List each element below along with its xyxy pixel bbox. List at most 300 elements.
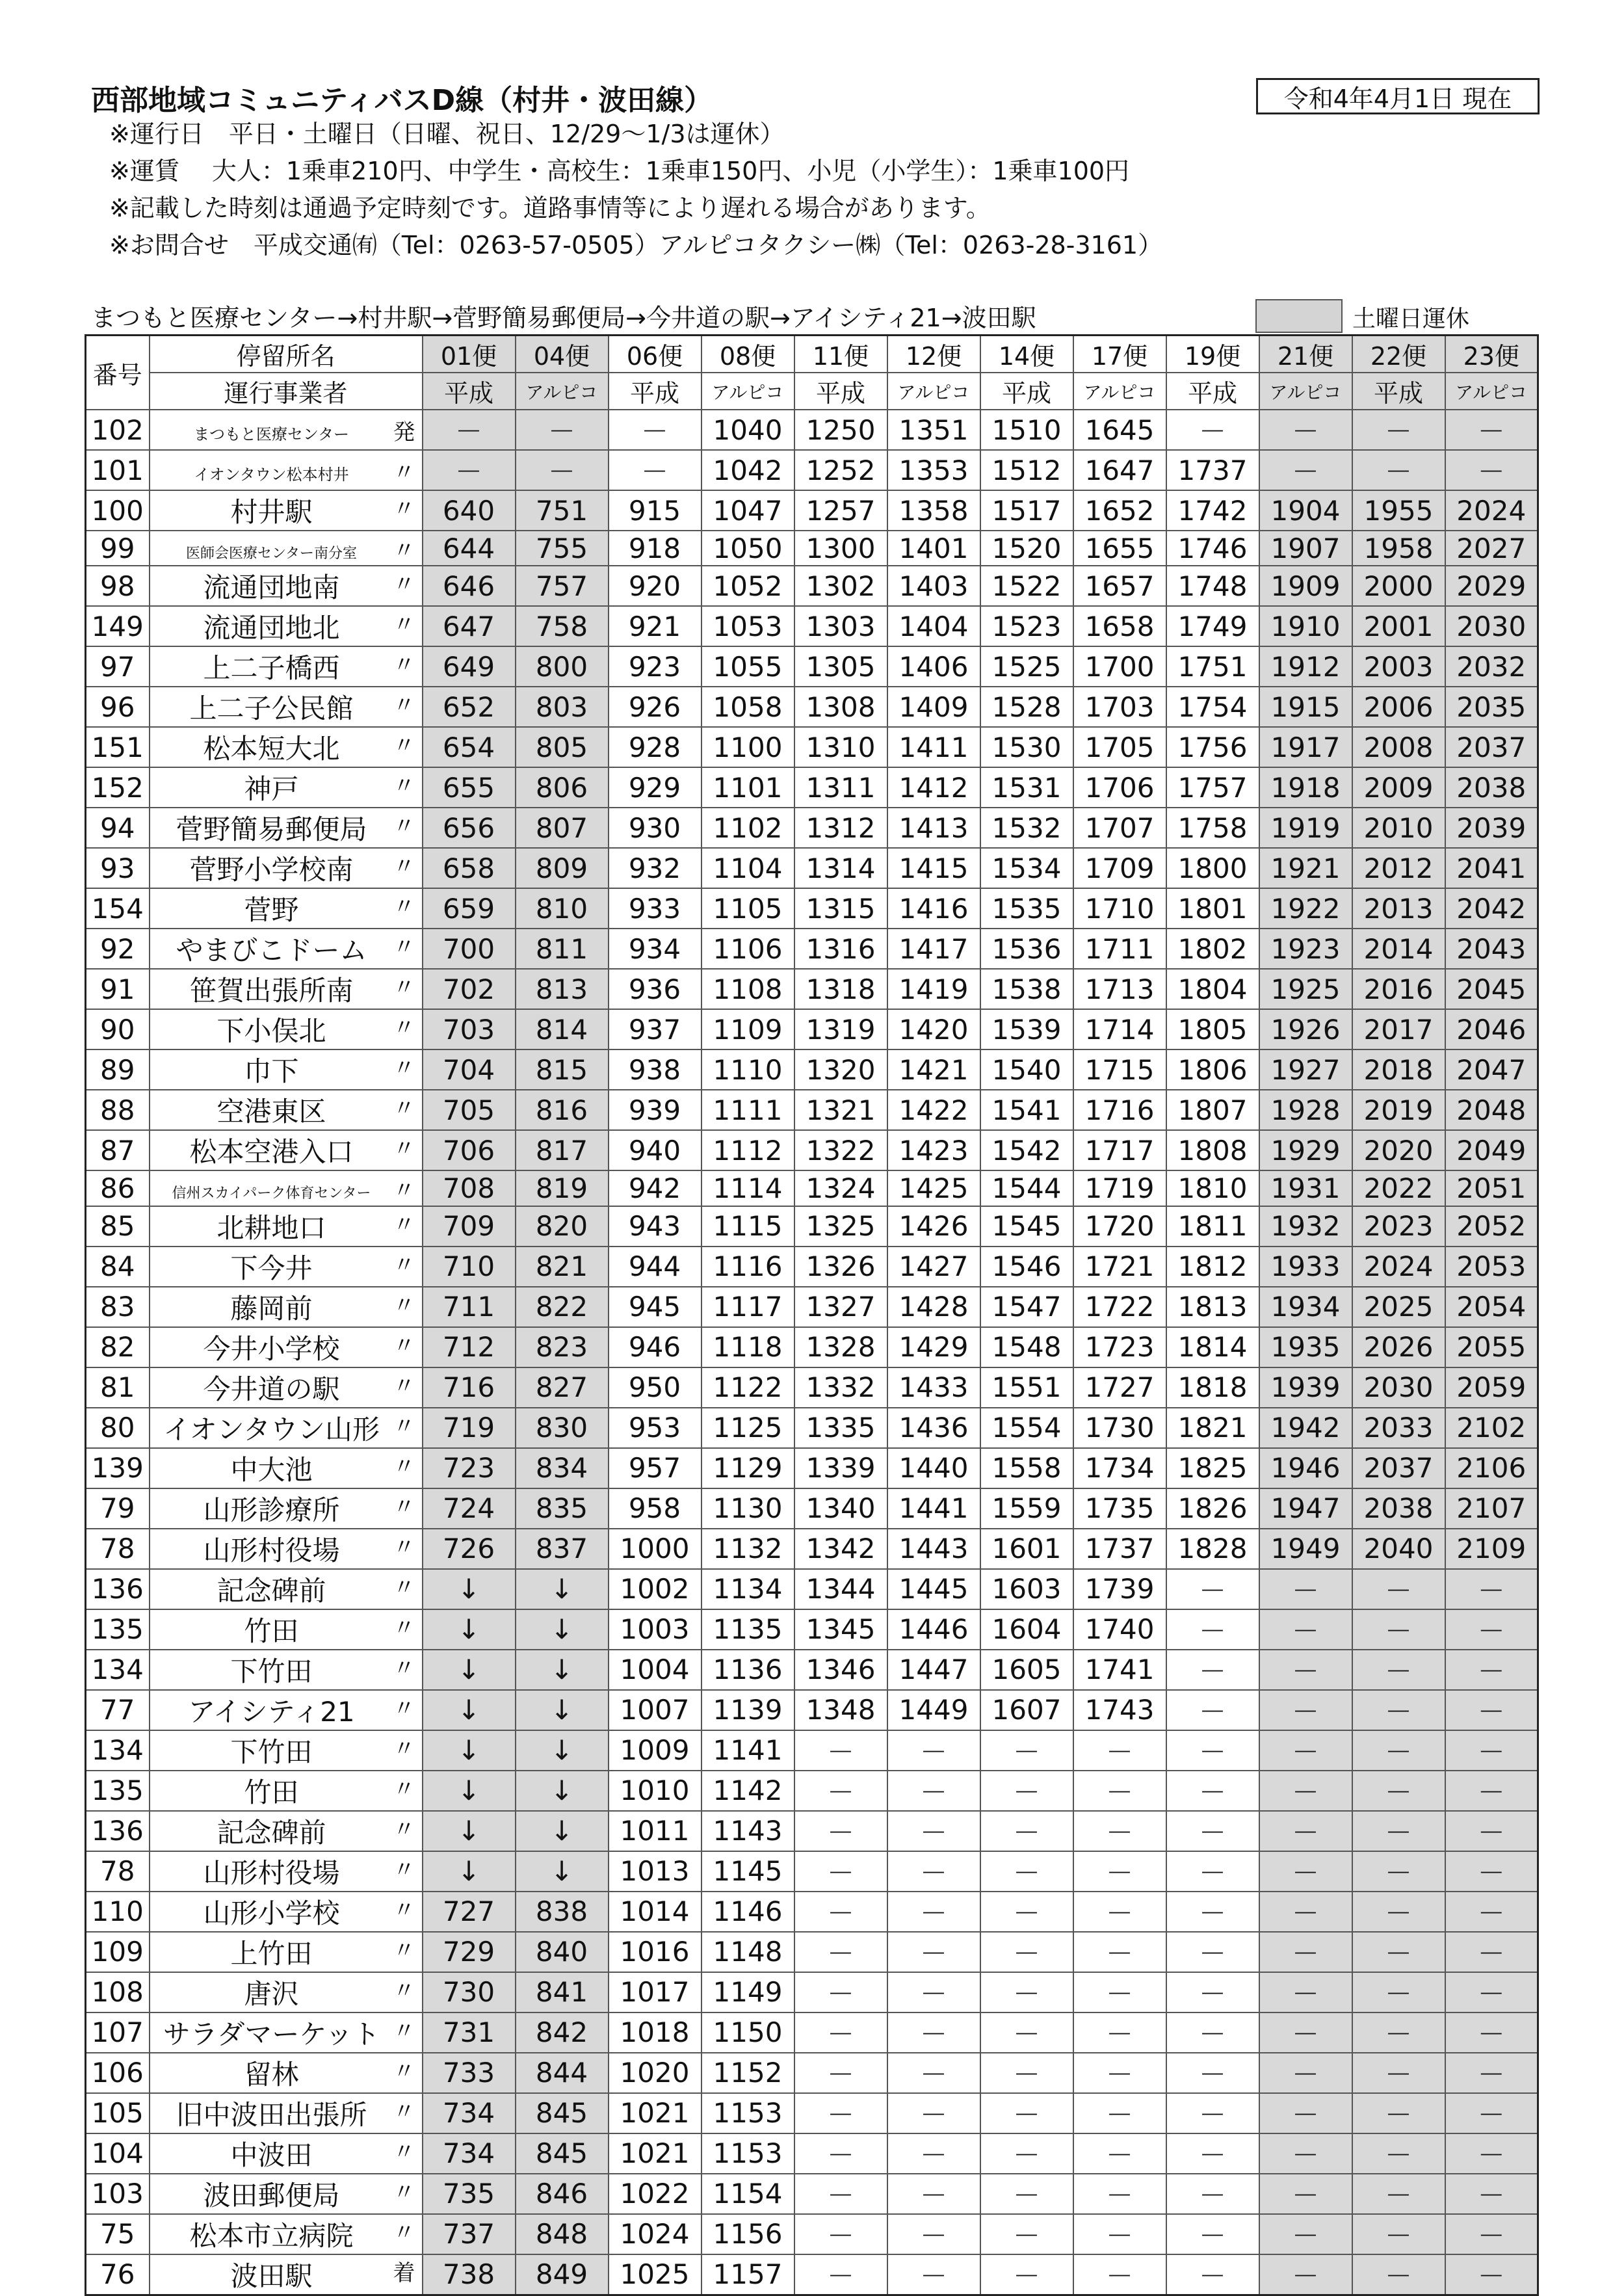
time-cell: 1926: [1259, 1009, 1352, 1049]
time-cell: －: [1352, 450, 1445, 490]
time-cell: 1303: [794, 606, 887, 646]
stop-name: 村井駅: [230, 496, 313, 528]
time-cell: －: [1073, 1730, 1166, 1771]
time-cell: 710: [423, 1247, 516, 1287]
time-cell: 1134: [702, 1569, 794, 1609]
time-cell: 1538: [980, 969, 1073, 1009]
time-cell: 1919: [1259, 808, 1352, 848]
time-cell: 1909: [1259, 566, 1352, 606]
time-cell: －: [516, 410, 609, 450]
stop-direction-mark: 〃: [393, 975, 415, 1001]
time-cell: 1727: [1073, 1367, 1166, 1408]
time-cell: 1713: [1073, 969, 1166, 1009]
stop-direction-mark: 〃: [393, 2219, 415, 2246]
table-row: [86, 1009, 1538, 1049]
time-cell: －: [1073, 2012, 1166, 2053]
time-cell: 1016: [609, 1932, 702, 1972]
time-cell: 1429: [887, 1327, 980, 1367]
stop-name: まつもと医療センター: [193, 425, 350, 443]
stop-number: 84: [86, 1247, 150, 1287]
time-cell: 938: [609, 1049, 702, 1090]
stop-cell: [150, 1206, 423, 1247]
time-cell: －: [1166, 1771, 1259, 1811]
table-row: [86, 1247, 1538, 1287]
time-cell: ↓: [516, 1771, 609, 1811]
time-cell: 1411: [887, 727, 980, 767]
time-cell: 700: [423, 929, 516, 969]
time-cell: －: [1166, 2133, 1259, 2174]
table-row: [86, 767, 1538, 808]
time-cell: 1743: [1073, 1690, 1166, 1730]
time-cell: 751: [516, 490, 609, 531]
time-cell: 1657: [1073, 566, 1166, 606]
time-cell: 2045: [1445, 969, 1538, 1009]
time-cell: 1907: [1259, 531, 1352, 566]
time-cell: 1734: [1073, 1448, 1166, 1488]
time-cell: 1910: [1259, 606, 1352, 646]
time-cell: 2022: [1352, 1170, 1445, 1206]
time-cell: 823: [516, 1327, 609, 1367]
trip-operator: 平成: [423, 373, 516, 410]
trip-operator: アルピコ: [1073, 373, 1166, 410]
time-cell: 1152: [702, 2053, 794, 2093]
time-cell: 1327: [794, 1287, 887, 1327]
time-cell: 932: [609, 848, 702, 888]
stop-name: 下竹田: [230, 1735, 313, 1768]
time-cell: 817: [516, 1130, 609, 1170]
time-cell: 1912: [1259, 646, 1352, 687]
stop-number: 80: [86, 1408, 150, 1448]
time-cell: －: [887, 1972, 980, 2012]
time-cell: －: [1445, 2012, 1538, 2053]
time-cell: 1520: [980, 531, 1073, 566]
table-row: [86, 1408, 1538, 1448]
time-cell: 915: [609, 490, 702, 531]
time-cell: 1447: [887, 1650, 980, 1690]
stop-cell: [150, 1408, 423, 1448]
trip-header: 12便: [887, 336, 980, 373]
time-cell: 1812: [1166, 1247, 1259, 1287]
time-cell: 834: [516, 1448, 609, 1488]
time-cell: 1326: [794, 1247, 887, 1287]
stop-name: 流通団地北: [203, 612, 340, 644]
table-row: [86, 606, 1538, 646]
time-cell: －: [1259, 2174, 1352, 2214]
time-cell: 1102: [702, 808, 794, 848]
time-cell: 1754: [1166, 687, 1259, 727]
time-cell: 2043: [1445, 929, 1538, 969]
stop-number: 107: [86, 2012, 150, 2053]
time-cell: －: [1445, 2093, 1538, 2133]
time-cell: 1942: [1259, 1408, 1352, 1448]
time-cell: 2059: [1445, 1367, 1538, 1408]
time-cell: 2010: [1352, 808, 1445, 848]
time-cell: －: [1352, 1690, 1445, 1730]
time-cell: 1042: [702, 450, 794, 490]
time-cell: 934: [609, 929, 702, 969]
time-cell: －: [887, 2214, 980, 2254]
time-cell: 1721: [1073, 1247, 1166, 1287]
time-cell: 1139: [702, 1690, 794, 1730]
table-row: [86, 566, 1538, 606]
time-cell: －: [1259, 1609, 1352, 1650]
time-cell: －: [1445, 1932, 1538, 1972]
time-cell: 727: [423, 1892, 516, 1932]
time-cell: ↓: [516, 1690, 609, 1730]
stop-direction-mark: 〃: [393, 1211, 415, 1238]
time-cell: －: [1166, 2093, 1259, 2133]
table-row: [86, 1811, 1538, 1851]
time-cell: －: [794, 1892, 887, 1932]
time-cell: 1308: [794, 687, 887, 727]
time-cell: 1114: [702, 1170, 794, 1206]
time-cell: 703: [423, 1009, 516, 1049]
time-cell: ↓: [423, 1690, 516, 1730]
time-cell: 1007: [609, 1690, 702, 1730]
time-cell: 2041: [1445, 848, 1538, 888]
stop-number: 91: [86, 969, 150, 1009]
table-row: [86, 2133, 1538, 2174]
time-cell: －: [1445, 2133, 1538, 2174]
time-cell: 819: [516, 1170, 609, 1206]
time-cell: 1305: [794, 646, 887, 687]
time-cell: 1014: [609, 1892, 702, 1932]
stop-direction-mark: 〃: [393, 693, 415, 719]
time-cell: 2102: [1445, 1408, 1538, 1448]
trip-header: 23便: [1445, 336, 1538, 373]
table-row: [86, 808, 1538, 848]
time-cell: ↓: [423, 1730, 516, 1771]
time-cell: 1420: [887, 1009, 980, 1049]
time-cell: －: [1445, 1771, 1538, 1811]
table-row: [86, 1932, 1538, 1972]
trip-header: 17便: [1073, 336, 1166, 373]
stop-direction-mark: 〃: [393, 1776, 415, 1802]
stop-cell: [150, 531, 423, 566]
time-cell: －: [794, 1932, 887, 1972]
time-cell: 1802: [1166, 929, 1259, 969]
time-cell: －: [1166, 2053, 1259, 2093]
time-cell: 1546: [980, 1247, 1073, 1287]
time-cell: －: [980, 1932, 1073, 1972]
time-cell: 1314: [794, 848, 887, 888]
stop-name: 今井小学校: [203, 1332, 340, 1365]
table-row: [86, 888, 1538, 929]
time-cell: －: [1445, 1972, 1538, 2012]
time-cell: －: [980, 1972, 1073, 2012]
stop-cell: [150, 1932, 423, 1972]
time-cell: 814: [516, 1009, 609, 1049]
stop-name: イオンタウン松本村井: [194, 465, 349, 484]
time-cell: 1353: [887, 450, 980, 490]
time-cell: －: [794, 2053, 887, 2093]
table-row: [86, 1130, 1538, 1170]
time-cell: 646: [423, 566, 516, 606]
time-cell: －: [1259, 410, 1352, 450]
time-cell: 1904: [1259, 490, 1352, 531]
time-cell: －: [1352, 410, 1445, 450]
stop-name: 山形診療所: [203, 1494, 340, 1526]
stop-direction-mark: 〃: [393, 1413, 415, 1440]
time-cell: 2025: [1352, 1287, 1445, 1327]
time-cell: ↓: [423, 1609, 516, 1650]
time-cell: 1002: [609, 1569, 702, 1609]
time-cell: －: [794, 2093, 887, 2133]
time-cell: －: [1445, 2214, 1538, 2254]
time-cell: 2035: [1445, 687, 1538, 727]
time-cell: 1510: [980, 410, 1073, 450]
time-cell: 656: [423, 808, 516, 848]
time-cell: 655: [423, 767, 516, 808]
time-cell: 1746: [1166, 531, 1259, 566]
time-cell: 1915: [1259, 687, 1352, 727]
time-cell: 1021: [609, 2093, 702, 2133]
stop-name: サラダマーケット: [163, 2018, 380, 2050]
time-cell: 1146: [702, 1892, 794, 1932]
table-row: [86, 1851, 1538, 1892]
note-fare: ※運賃 大人：1乗車210円、中学生・高校生：1乗車150円、小児（小学生）：1乗車100円: [109, 157, 1130, 185]
stop-number: 92: [86, 929, 150, 969]
time-cell: 1811: [1166, 1206, 1259, 1247]
stop-direction-mark: 〃: [393, 1534, 415, 1561]
time-cell: 928: [609, 727, 702, 767]
time-cell: 800: [516, 646, 609, 687]
time-cell: 704: [423, 1049, 516, 1090]
stop-name: 下竹田: [230, 1655, 313, 1687]
time-cell: －: [1166, 2254, 1259, 2295]
time-cell: －: [794, 2133, 887, 2174]
time-cell: 809: [516, 848, 609, 888]
time-cell: 1730: [1073, 1408, 1166, 1448]
time-cell: 1723: [1073, 1327, 1166, 1367]
stop-number: 82: [86, 1327, 150, 1367]
time-cell: 758: [516, 606, 609, 646]
table-row: [86, 848, 1538, 888]
stop-cell: [150, 1367, 423, 1408]
time-cell: 2055: [1445, 1327, 1538, 1367]
time-cell: 1150: [702, 2012, 794, 2053]
time-cell: 1707: [1073, 808, 1166, 848]
time-cell: 1142: [702, 1771, 794, 1811]
time-cell: 2013: [1352, 888, 1445, 929]
time-cell: 810: [516, 888, 609, 929]
time-cell: 1559: [980, 1488, 1073, 1529]
stop-name: 笹賀出張所南: [189, 975, 354, 1007]
stop-name: 旧中波田出張所: [176, 2098, 367, 2131]
time-cell: 2048: [1445, 1090, 1538, 1130]
time-cell: －: [887, 1851, 980, 1892]
time-cell: 1530: [980, 727, 1073, 767]
time-cell: 1004: [609, 1650, 702, 1690]
time-cell: 1421: [887, 1049, 980, 1090]
time-cell: 733: [423, 2053, 516, 2093]
stop-cell: [150, 1287, 423, 1327]
stop-direction-mark: 〃: [393, 496, 415, 522]
stop-direction-mark: 〃: [393, 733, 415, 759]
time-cell: 816: [516, 1090, 609, 1130]
stop-cell: [150, 566, 423, 606]
time-cell: －: [887, 2174, 980, 2214]
time-cell: 659: [423, 888, 516, 929]
time-cell: 737: [423, 2214, 516, 2254]
time-cell: －: [1073, 1972, 1166, 2012]
time-cell: 1735: [1073, 1488, 1166, 1529]
stop-number: 89: [86, 1049, 150, 1090]
time-cell: －: [609, 450, 702, 490]
stop-cell: [150, 1130, 423, 1170]
time-cell: 821: [516, 1247, 609, 1287]
stop-number: 149: [86, 606, 150, 646]
stop-name: 空港東区: [216, 1096, 326, 1128]
time-cell: 1532: [980, 808, 1073, 848]
time-cell: －: [1073, 2093, 1166, 2133]
time-cell: －: [887, 2012, 980, 2053]
table-row: [86, 1206, 1538, 1247]
time-cell: －: [1166, 1609, 1259, 1650]
time-cell: 1757: [1166, 767, 1259, 808]
time-cell: 2017: [1352, 1009, 1445, 1049]
time-cell: 1339: [794, 1448, 887, 1488]
time-cell: 1918: [1259, 767, 1352, 808]
stop-number: 79: [86, 1488, 150, 1529]
stop-cell: [150, 687, 423, 727]
time-cell: 1427: [887, 1247, 980, 1287]
time-cell: 1958: [1352, 531, 1445, 566]
table-row: [86, 1771, 1538, 1811]
trip-header: 22便: [1352, 336, 1445, 373]
trip-operator: 平成: [1166, 373, 1259, 410]
time-cell: 2019: [1352, 1090, 1445, 1130]
stop-cell: [150, 929, 423, 969]
time-cell: 2001: [1352, 606, 1445, 646]
time-cell: 827: [516, 1367, 609, 1408]
time-cell: 2032: [1445, 646, 1538, 687]
time-cell: 1149: [702, 1972, 794, 2012]
legend-swatch: [1255, 299, 1343, 333]
time-cell: 1425: [887, 1170, 980, 1206]
time-cell: 705: [423, 1090, 516, 1130]
time-cell: 2106: [1445, 1448, 1538, 1488]
time-cell: 1125: [702, 1408, 794, 1448]
time-cell: 1748: [1166, 566, 1259, 606]
table-row: [86, 2174, 1538, 2214]
time-cell: 1810: [1166, 1170, 1259, 1206]
stop-name: 医師会医療センター南分室: [185, 545, 358, 562]
table-row: [86, 1488, 1538, 1529]
time-cell: 1928: [1259, 1090, 1352, 1130]
page-title: 西部地域コミュニティバスD線（村井・波田線）: [91, 84, 713, 117]
time-cell: －: [1445, 2053, 1538, 2093]
stop-direction-mark: 〃: [393, 612, 415, 639]
time-cell: －: [1445, 1609, 1538, 1650]
time-cell: 936: [609, 969, 702, 1009]
note-operation-days: ※運行日 平日・土曜日（日曜、祝日、12/29～1/3は運休）: [109, 120, 785, 148]
time-cell: 933: [609, 888, 702, 929]
time-cell: 1742: [1166, 490, 1259, 531]
time-cell: 712: [423, 1327, 516, 1367]
stop-name: 留林: [244, 2058, 299, 2091]
time-cell: 921: [609, 606, 702, 646]
stop-direction-mark: 〃: [393, 2058, 415, 2085]
stop-direction-mark: 〃: [393, 459, 415, 486]
time-cell: －: [794, 2174, 887, 2214]
time-cell: 652: [423, 687, 516, 727]
time-cell: －: [1259, 1730, 1352, 1771]
trip-operator: 平成: [794, 373, 887, 410]
stop-number: 99: [86, 531, 150, 566]
time-cell: 1440: [887, 1448, 980, 1488]
time-cell: －: [1073, 1892, 1166, 1932]
time-cell: －: [1166, 1932, 1259, 1972]
time-cell: 2018: [1352, 1049, 1445, 1090]
table-row: [86, 2254, 1538, 2295]
time-cell: 1821: [1166, 1408, 1259, 1448]
stop-number: 75: [86, 2214, 150, 2254]
time-cell: 848: [516, 2214, 609, 2254]
time-cell: 1112: [702, 1130, 794, 1170]
time-cell: 1929: [1259, 1130, 1352, 1170]
time-cell: 1528: [980, 687, 1073, 727]
time-cell: 1934: [1259, 1287, 1352, 1327]
time-cell: 1328: [794, 1327, 887, 1367]
stop-cell: [150, 1327, 423, 1367]
time-cell: 2052: [1445, 1206, 1538, 1247]
time-cell: －: [1259, 2133, 1352, 2174]
time-cell: －: [1352, 1569, 1445, 1609]
time-cell: 1020: [609, 2053, 702, 2093]
time-cell: －: [1259, 2012, 1352, 2053]
time-cell: 1548: [980, 1327, 1073, 1367]
time-cell: 2109: [1445, 1529, 1538, 1569]
time-cell: 1018: [609, 2012, 702, 2053]
stop-direction-mark: 着: [393, 2260, 415, 2286]
time-cell: 957: [609, 1448, 702, 1488]
stop-cell: [150, 2133, 423, 2174]
effective-date: 令和4年4月1日 現在: [1256, 78, 1540, 114]
stop-number: 86: [86, 1170, 150, 1206]
time-cell: 1109: [702, 1009, 794, 1049]
stop-number: 98: [86, 566, 150, 606]
stop-direction-mark: 〃: [393, 1856, 415, 1883]
time-cell: 1539: [980, 1009, 1073, 1049]
table-row: [86, 490, 1538, 531]
time-cell: 2009: [1352, 767, 1445, 808]
time-cell: 702: [423, 969, 516, 1009]
time-cell: 1105: [702, 888, 794, 929]
time-cell: 1257: [794, 490, 887, 531]
time-cell: 815: [516, 1049, 609, 1090]
stop-name: 北耕地口: [216, 1211, 326, 1244]
stop-direction-mark: 〃: [393, 2018, 415, 2044]
time-cell: 1558: [980, 1448, 1073, 1488]
stop-cell: [150, 969, 423, 1009]
time-cell: －: [887, 1932, 980, 1972]
time-cell: 1935: [1259, 1327, 1352, 1367]
stop-cell: [150, 888, 423, 929]
table-row: [86, 1892, 1538, 1932]
table-row: [86, 1448, 1538, 1488]
time-cell: 1058: [702, 687, 794, 727]
time-cell: 2051: [1445, 1170, 1538, 1206]
time-cell: 2020: [1352, 1130, 1445, 1170]
time-cell: －: [1259, 1811, 1352, 1851]
time-cell: 1813: [1166, 1287, 1259, 1327]
time-cell: －: [1259, 2093, 1352, 2133]
time-cell: 719: [423, 1408, 516, 1448]
table-row: [86, 1090, 1538, 1130]
time-cell: －: [1166, 1730, 1259, 1771]
stop-name: 山形村役場: [203, 1534, 340, 1566]
